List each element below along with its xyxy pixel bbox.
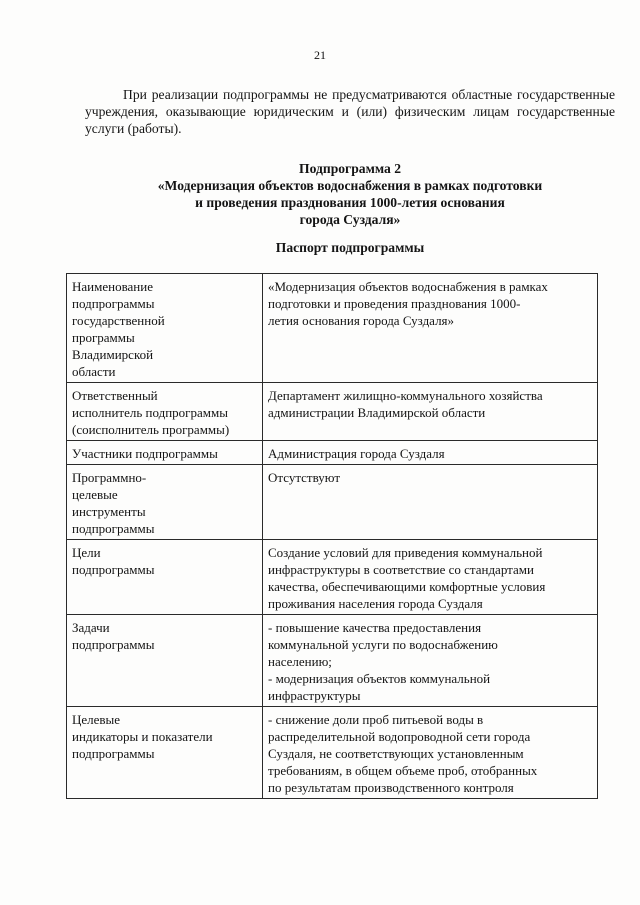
row-value-line: - снижение доли проб питьевой воды в (268, 712, 484, 727)
row-value-line: Отсутствуют (268, 470, 341, 485)
row-value-line: населению; (268, 654, 332, 669)
row-value-line: - повышение качества предоставления (268, 620, 482, 635)
row-value-line: «Модернизация объектов водоснабжения в рамках (268, 279, 548, 294)
row-value-cell (263, 383, 598, 441)
row-value-cell (263, 465, 598, 540)
row-value-cell (263, 441, 598, 465)
row-value-line: - модернизация объектов коммунальной (268, 671, 491, 686)
row-label-line: (соисполнитель программы) (72, 422, 230, 437)
heading-line: Подпрограмма 2 (299, 161, 401, 176)
row-label-line: программы (72, 330, 135, 345)
row-label-line: исполнитель подпрограммы (72, 405, 228, 420)
row-label-line: индикаторы и показатели (72, 729, 213, 744)
passport-title: Паспорт подпрограммы (275, 240, 425, 255)
row-label-line: подпрограммы (72, 637, 155, 652)
row-label-line: Целевые (72, 712, 121, 727)
row-label-line: инструменты (72, 504, 146, 519)
row-value-line: Администрация города Суздаля (268, 446, 445, 461)
table-row (67, 383, 598, 441)
row-label-line: Цели (72, 545, 101, 560)
row-value-line: коммунальной услуги по водоснабжению (268, 637, 498, 652)
table-row (67, 707, 598, 799)
row-label-line: Задачи (72, 620, 110, 635)
row-value-line: по результатам производственного контроля (268, 780, 514, 795)
intro-paragraph (85, 86, 615, 137)
row-value-line: требованиям, в общем объеме проб, отобранных (268, 763, 538, 778)
row-value-cell (263, 540, 598, 615)
intro-line: При реализации подпрограммы не предусматриваются областные (123, 87, 513, 102)
table-row (67, 540, 598, 615)
row-label-line: подпрограммы (72, 562, 155, 577)
table-row (67, 441, 598, 465)
row-label-cell (67, 615, 263, 707)
row-label-line: подпрограммы (72, 746, 155, 761)
row-value-line: Департамент жилищно-коммунального хозяйства (268, 388, 543, 403)
passport-table-body (67, 274, 598, 799)
intro-line: государственные учреждения, оказывающие юридическим и (или) физическим (85, 87, 615, 119)
row-label-cell (67, 465, 263, 540)
row-label-line: целевые (72, 487, 118, 502)
row-value-line: администрации Владимирской области (268, 405, 486, 420)
row-value-line: инфраструктуры (268, 688, 361, 703)
row-value-cell (263, 615, 598, 707)
heading-line: города Суздаля» (299, 212, 401, 227)
row-label-cell (67, 707, 263, 799)
row-value-line: Создание условий для приведения коммунальной (268, 545, 543, 560)
row-value-cell (263, 274, 598, 383)
row-value-line: подготовки и проведения празднования 1000- (268, 296, 521, 311)
table-row (67, 615, 598, 707)
row-value-line: проживания населения города Суздаля (268, 596, 483, 611)
table-row (67, 465, 598, 540)
page-number: 21 (314, 48, 326, 62)
heading-line: и проведения празднования 1000-летия основания (195, 195, 505, 210)
row-label-line: Программно- (72, 470, 147, 485)
row-label-line: подпрограммы (72, 521, 155, 536)
row-label-line: Наименование (72, 279, 153, 294)
row-value-line: Суздаля, не соответствующих установленным (268, 746, 524, 761)
row-value-line: распределительной водопроводной сети города (268, 729, 531, 744)
table-row (67, 274, 598, 383)
intro-line: лицам государственные услуги (работы). (85, 104, 615, 136)
row-label-line: подпрограммы (72, 296, 155, 311)
row-label-line: Владимирской (72, 347, 154, 362)
row-label-line: Участники подпрограммы (72, 446, 218, 461)
row-value-line: инфраструктуры в соответствие со стандартами (268, 562, 534, 577)
row-value-line: качества, обеспечивающими комфортные условия (268, 579, 546, 594)
row-label-line: государственной (72, 313, 165, 328)
row-label-cell (67, 441, 263, 465)
heading-line: «Модернизация объектов водоснабжения в рамках подготовки (157, 178, 543, 193)
row-label-cell (67, 383, 263, 441)
row-label-line: области (72, 364, 116, 379)
passport-table (66, 273, 598, 799)
row-label-cell (67, 540, 263, 615)
row-label-line: Ответственный (72, 388, 158, 403)
row-value-cell (263, 707, 598, 799)
row-label-cell (67, 274, 263, 383)
row-value-line: летия основания города Суздаля» (268, 313, 455, 328)
subprogram-heading (85, 160, 615, 228)
